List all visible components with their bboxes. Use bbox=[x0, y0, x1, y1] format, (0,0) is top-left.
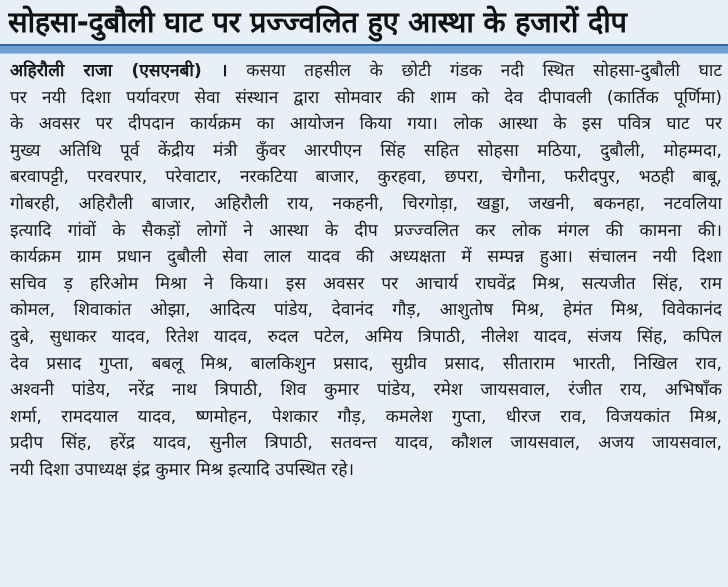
article-line: मुख्य अतिथि पूर्व केंद्रीय मंत्री कुँवर आरपीएन सिंह सहित सोहसा मठिया, दुबौली, मोहम्मदा, bbox=[10, 140, 722, 161]
article-line: नयी दिशा उपाध्यक्ष इंद्र कुमार मिश्र इत्यादि उपस्थित रहे। bbox=[10, 459, 355, 480]
article-line: गोबरही, अहिरौली बाजार, अहिरौली राय, नकहनी, चिरगोड़ा, खड्डा, जखनी, बकनहा, नटवलिया bbox=[10, 193, 722, 214]
article-line: पर नयी दिशा पर्यावरण सेवा संस्थान द्वारा सोमवार की शाम को देव दीपावली (कार्तिक पूर्णिमा) bbox=[10, 87, 722, 108]
article-line: सचिव ड़ हरिओम मिश्रा ने किया। इस अवसर पर आचार्य राघवेंद्र मिश्र, सत्यजीत सिंह, राम bbox=[10, 273, 722, 294]
dateline: अहिरौली राजा (एसएनबी) । bbox=[10, 61, 228, 81]
article-line: देव प्रसाद गुप्ता, बबलू मिश्र, बालकिशुन प्रसाद, सुग्रीव प्रसाद, सीताराम भारती, निखिल राव, bbox=[10, 353, 722, 374]
article-line: दुबे, सुधाकर यादव, रितेश यादव, रुदल पटेल, अमिय त्रिपाठी, नीलेश यादव, संजय सिंह, कपिल bbox=[10, 326, 722, 347]
article-line: शर्मा, रामदयाल यादव, ष्णमोहन, पेशकार गौड़, कमलेश गुप्ता, धीरज राव, विजयकांत मिश्र, bbox=[10, 406, 722, 427]
article-line: बरवापट्टी, परवरपार, परेवाटार, नरकटिया बाजार, कुरहवा, छपरा, चेगौना, फरीदपुर, भठही बाबू, bbox=[10, 167, 722, 188]
article-body bbox=[10, 58, 722, 484]
article-line: प्रदीप सिंह, हरेंद्र यादव, सुनील त्रिपाठी, सतवन्त यादव, कौशल जायसवाल, अजय जायसवाल, bbox=[10, 433, 722, 454]
headline-divider bbox=[0, 44, 728, 54]
headline: सोहसा-दुबौली घाट पर प्रज्ज्वलित हुए आस्था के हजारों दीप bbox=[8, 5, 627, 39]
article-line-text: कसया तहसील के छोटी गंडक नदी स्थित सोहसा-दुबौली घाट bbox=[227, 61, 722, 81]
article-line: अश्वनी पांडेय, नरेंद्र नाथ त्रिपाठी, शिव कुमार पांडेय, रमेश जायसवाल, रंजीत राय, अभिषाँक bbox=[10, 380, 722, 401]
article-line: कोमल, शिवाकांत ओझा, आदित्य पांडेय, देवानंद गौड़, आशुतोष मिश्र, हेमंत मिश्र, विवेकानंद bbox=[10, 300, 722, 321]
article-line: के अवसर पर दीपदान कार्यक्रम का आयोजन किया गया। लोक आस्था के इस पवित्र घाट पर bbox=[10, 114, 722, 135]
article-line bbox=[10, 58, 722, 85]
article-line: इत्यादि गांवों के सैकड़ों लोगों ने आस्था के दीप प्रज्ज्वलित कर लोक मंगल की कामना की। bbox=[10, 220, 722, 241]
article-line: कार्यक्रम ग्राम प्रधान दुबौली सेवा लाल यादव की अध्यक्षता में सम्पन्न हुआ। संचालन नयी दिशा bbox=[10, 247, 722, 268]
